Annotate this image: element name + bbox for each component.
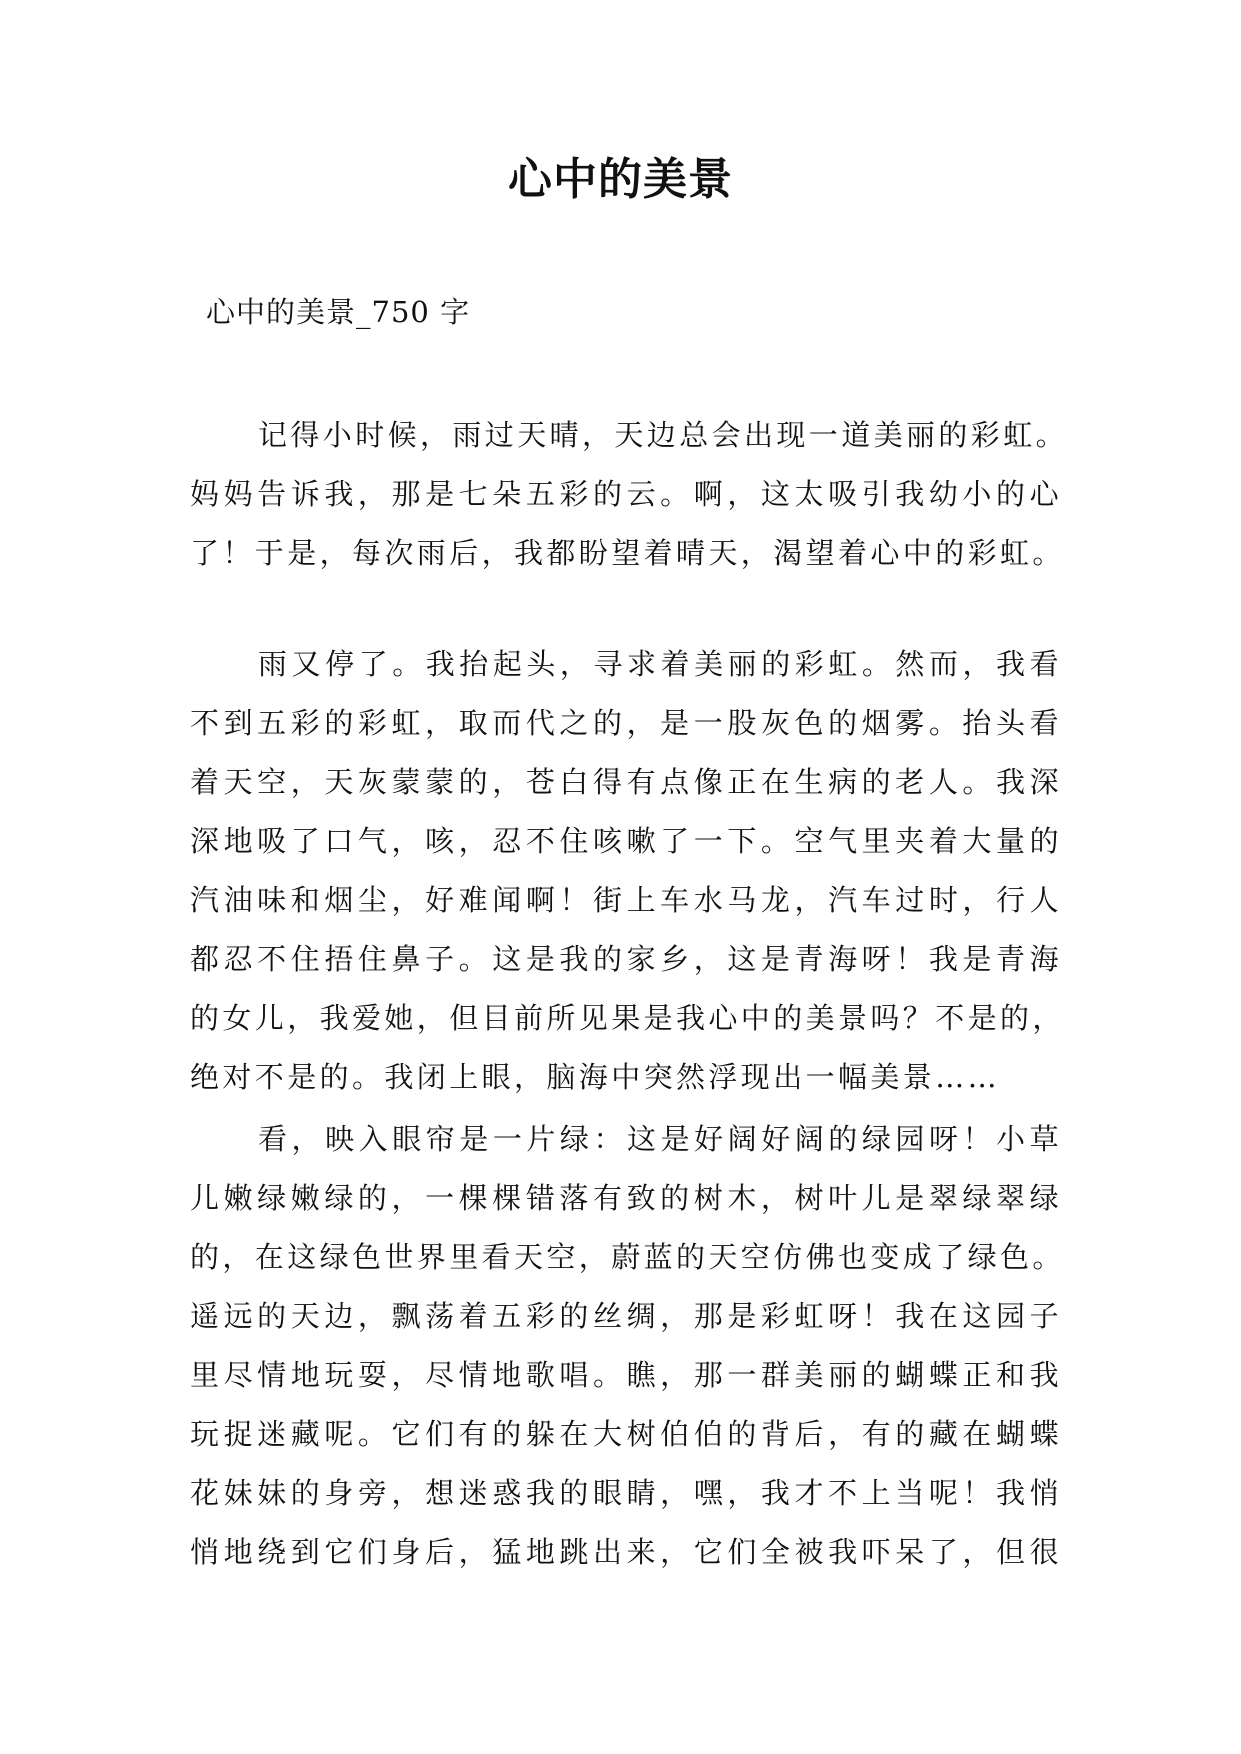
text-line: 的女儿，我爱她，但目前所见果是我心中的美景吗？不是的， — [190, 1001, 1065, 1035]
paragraph-1 — [190, 406, 1069, 583]
document-subtitle: 心中的美景_750 字 — [206, 295, 471, 329]
text-line: 的，在这绿色世界里看天空，蔚蓝的天空仿佛也变成了绿色。 — [190, 1240, 1065, 1274]
text-line: 里尽情地玩耍，尽情地歌唱。瞧，那一群美丽的蝴蝶正和我 — [190, 1358, 1062, 1392]
document-title: 心中的美景 — [508, 154, 733, 205]
text-line: 看，映入眼帘是一片绿：这是好阔好阔的绿园呀！小草 — [258, 1122, 1062, 1156]
text-line: 了！于是，每次雨后，我都盼望着晴天，渴望着心中的彩虹。 — [190, 536, 1065, 570]
text-line: 玩捉迷藏呢。它们有的躲在大树伯伯的背后，有的藏在蝴蝶 — [190, 1417, 1062, 1451]
paragraph-3 — [190, 1110, 1065, 1582]
text-line: 记得小时候，雨过天晴，天边总会出现一道美丽的彩虹。 — [258, 418, 1069, 452]
text-line: 都忍不住捂住鼻子。这是我的家乡，这是青海呀！我是青海 — [190, 942, 1062, 976]
text-line: 遥远的天边，飘荡着五彩的丝绸，那是彩虹呀！我在这园子 — [190, 1299, 1062, 1333]
paragraph-2 — [190, 635, 1065, 1107]
text-line: 雨又停了。我抬起头，寻求着美丽的彩虹。然而，我看 — [258, 647, 1062, 681]
text-line: 花妹妹的身旁，想迷惑我的眼睛，嘿，我才不上当呢！我悄 — [190, 1476, 1062, 1510]
text-line: 妈妈告诉我，那是七朵五彩的云。啊，这太吸引我幼小的心 — [190, 477, 1062, 511]
text-line: 汽油味和烟尘，好难闻啊！街上车水马龙，汽车过时，行人 — [190, 883, 1062, 917]
text-line: 悄地绕到它们身后，猛地跳出来，它们全被我吓呆了，但很 — [190, 1535, 1062, 1569]
text-line: 着天空，天灰蒙蒙的，苍白得有点像正在生病的老人。我深 — [190, 765, 1062, 799]
text-line: 儿嫩绿嫩绿的，一棵棵错落有致的树木，树叶儿是翠绿翠绿 — [190, 1181, 1062, 1215]
text-line: 不到五彩的彩虹，取而代之的，是一股灰色的烟雾。抬头看 — [190, 706, 1062, 740]
text-line: 绝对不是的。我闭上眼，脑海中突然浮现出一幅美景…… — [190, 1060, 1001, 1094]
text-line: 深地吸了口气，咳，忍不住咳嗽了一下。空气里夹着大量的 — [190, 824, 1062, 858]
